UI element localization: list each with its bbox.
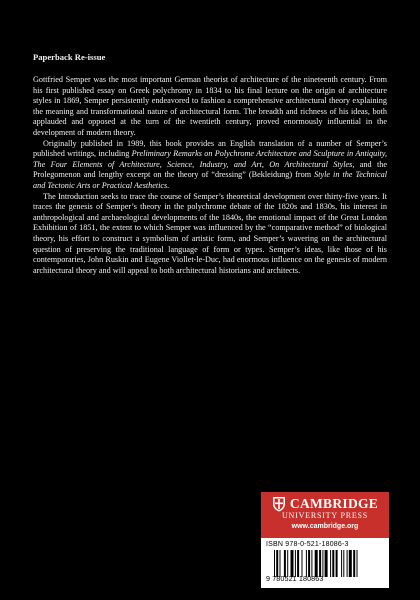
paragraph-3: The Introduction seeks to trace the course of Semper’s theoretical development over thirty-five years. It traces the genesis of Semper’s theory in the polychrome debate of the 1820s and 1830s, his interest in anthropological and archaeological developments of the 1840s, the emotional impact of the Great London Exhibition of 1851, the extent to which Semper was influenced by the “comparative method” of biological theory, his effort to construct a symbolism of artistic form, and Semper’s wavering on the architectural question of preserving the traditional language of form or types. Semper’s ideas, like those of his contemporaries, John Ruskin and Eugene Viollet-le-Duc, had enormous influence on the genesis of modern architectural theory and will appeal to both architectural historians and architects. [33, 191, 387, 275]
barcode-bar [274, 550, 275, 577]
barcode-digits: 9 780521 180863 [266, 574, 324, 583]
barcode-bar [325, 550, 328, 577]
barcode-bar [276, 550, 278, 577]
isbn-label: ISBN 978-0-521-18086-3 [266, 541, 349, 548]
barcode-bar [295, 550, 296, 577]
barcode-bar [322, 550, 323, 577]
barcode-bar [284, 550, 286, 577]
crest-icon [272, 496, 286, 512]
barcode-bar [343, 550, 344, 577]
paragraph-2: Originally published in 1989, this book provides an English translation of a number of Semper’s published writings, including Preliminary Remarks on Polychrome Architecture and Sculpture in Antiquity, The Four Elements of Architecture, Science, Industry, and Art, On Architectural Styles, and the Prolegomenon and lengthy excerpt on the theory of “dressing” (Bekleidung) from Style in the Technical and Tectonic Arts or Practical Aesthetics. [33, 138, 388, 190]
barcode-bar [291, 550, 294, 577]
back-cover-text [33, 52, 387, 276]
barcode-bar [349, 550, 352, 577]
barcode-bar [280, 550, 281, 577]
barcode-bar [357, 550, 358, 577]
barcode-icon [274, 550, 380, 577]
barcode-bar [297, 550, 299, 577]
barcode-bar [336, 550, 338, 577]
heading: Paperback Re-issue [33, 52, 106, 62]
barcode-bar [319, 550, 321, 577]
barcode-bar [287, 550, 288, 577]
publisher-press: UNIVERSITY PRESS [281, 511, 369, 520]
barcode-bar [330, 550, 331, 577]
barcode-bar [353, 550, 355, 577]
barcode-bar [315, 550, 318, 577]
publisher-logo [261, 492, 389, 538]
publisher-website: www.cambridge.org [291, 523, 359, 530]
publisher-name: CAMBRIDGE [289, 496, 379, 511]
barcode-bar [341, 550, 342, 577]
barcode-bar [302, 550, 303, 577]
barcode-bar [347, 550, 348, 577]
barcode-bar [311, 550, 312, 577]
isbn-barcode-box [261, 538, 389, 588]
barcode-bar [308, 550, 310, 577]
paragraph-1: Gottfried Semper was the most important German theorist of architecture of the nineteenth century. From his first published essay on Greek polychromy in 1834 to his final lecture on the origin of architecture styles in 1869, Semper persistently endeavored to fashion a comprehensive architectural theory explaining the meaning and transformational nature of architectural form. The breadth and richness of his ideas, both applauded and opposed at the turn of the twentieth century, proved enormously influential in the development of modern theory. [33, 75, 387, 137]
barcode-bar [332, 550, 334, 577]
barcode-bar [306, 550, 307, 577]
